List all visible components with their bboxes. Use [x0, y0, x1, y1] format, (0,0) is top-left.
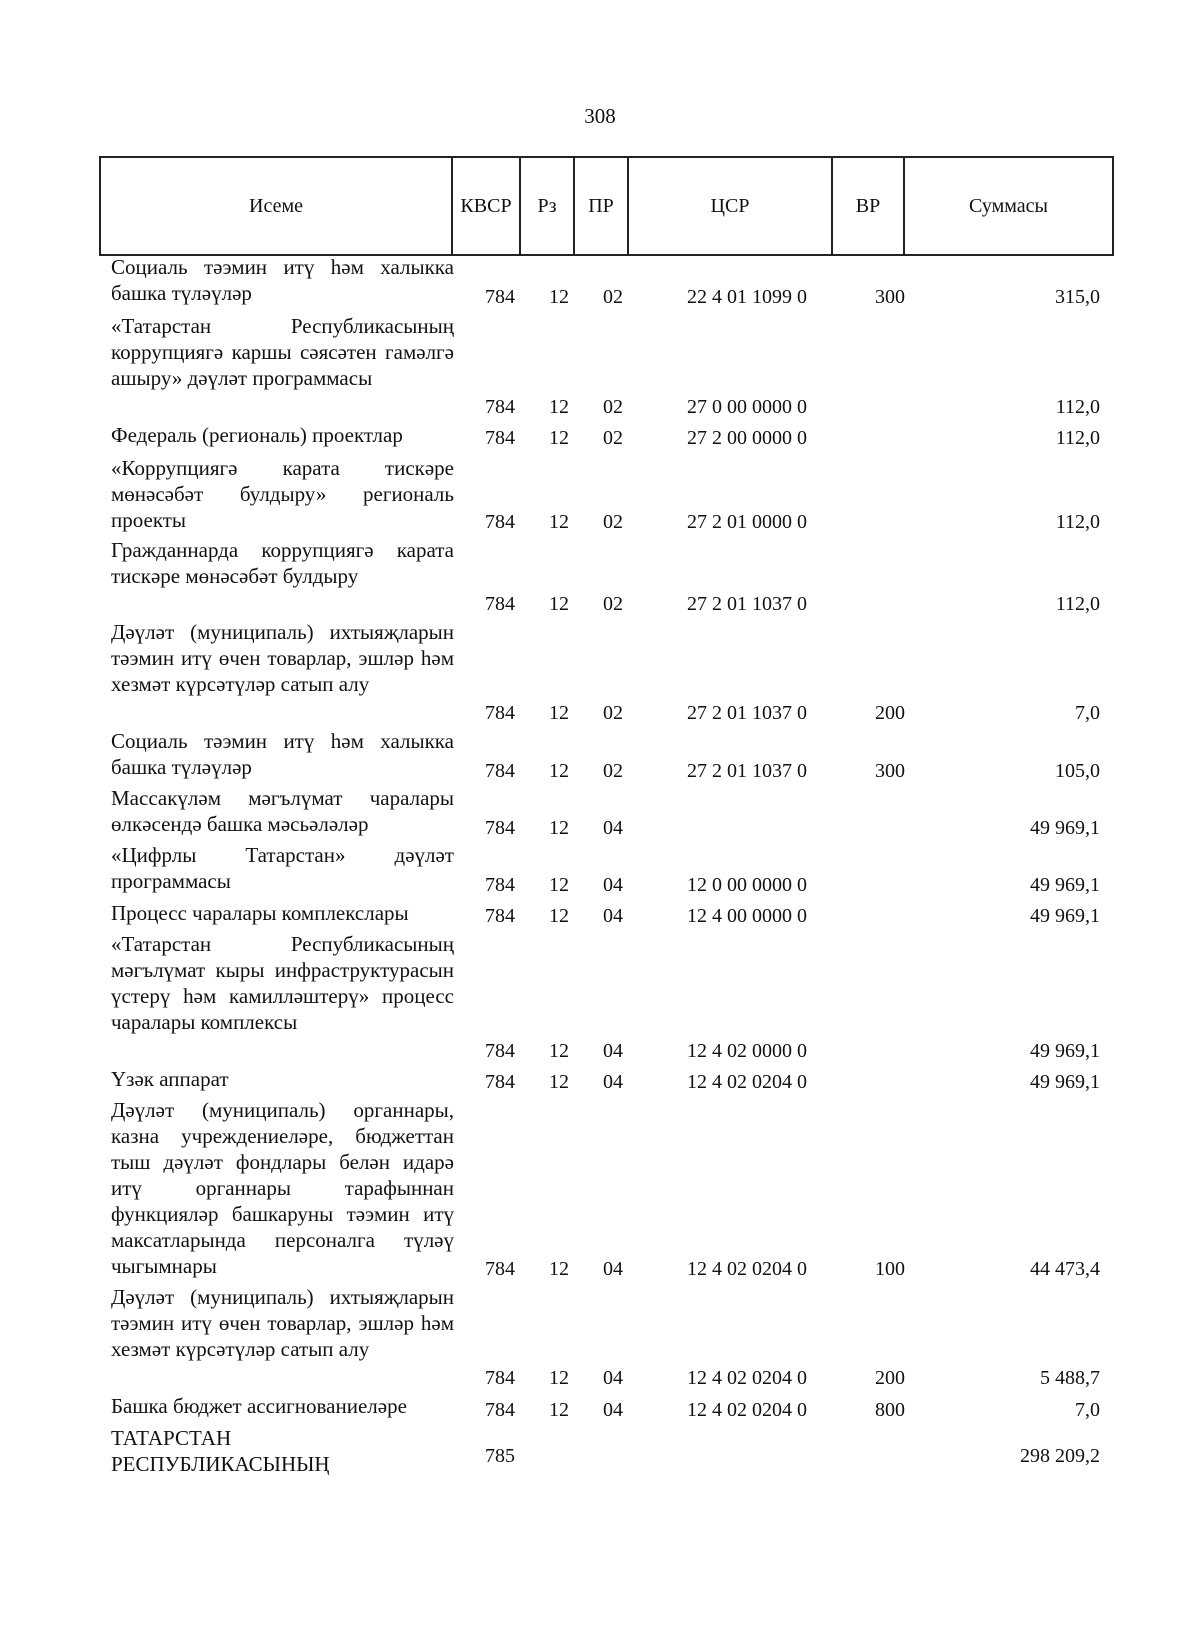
row-pr: 04 — [603, 1040, 623, 1062]
row-pr: 04 — [603, 817, 623, 839]
row-rz: 12 — [549, 427, 569, 449]
table-row — [0, 254, 1200, 310]
row-rz: 12 — [549, 1367, 569, 1389]
row-csr: 12 4 02 0000 0 — [687, 1040, 807, 1062]
row-sum: 112,0 — [1055, 511, 1100, 533]
row-name: Дәүләт (муниципаль) ихтыяҗларын тәэмин итү өчен товарлар, эшләр һәм хезмәт күрсәтүләр сатып алу — [111, 620, 454, 696]
row-rz: 12 — [549, 1258, 569, 1280]
row-kvsr: 785 — [485, 1445, 515, 1467]
row-sum: 49 969,1 — [1030, 1071, 1100, 1093]
row-pr: 02 — [603, 511, 623, 533]
page-number: 308 — [584, 104, 616, 128]
row-pr: 02 — [603, 286, 623, 308]
row-pr: 02 — [603, 760, 623, 782]
table-row — [0, 785, 1200, 841]
row-rz: 12 — [549, 511, 569, 533]
row-name: Массакүләм мәгълүмат чаралары өлкәсендә башка мәсьәләләр — [111, 786, 454, 836]
row-kvsr: 784 — [485, 1399, 515, 1421]
row-name: Федераль (региональ) проектлар — [111, 423, 403, 447]
table-row — [0, 422, 1200, 451]
row-sum: 44 473,4 — [1030, 1258, 1100, 1280]
header-name: Исеме — [100, 157, 452, 255]
table-row — [0, 455, 1200, 535]
table-row — [0, 1393, 1200, 1423]
row-kvsr: 784 — [485, 1367, 515, 1389]
row-pr: 04 — [603, 905, 623, 927]
row-pr: 04 — [603, 1399, 623, 1421]
row-kvsr: 784 — [485, 593, 515, 615]
table-row — [0, 931, 1200, 1064]
row-csr: 22 4 01 1099 0 — [687, 286, 807, 308]
row-kvsr: 784 — [485, 1258, 515, 1280]
row-kvsr: 784 — [485, 760, 515, 782]
row-sum: 112,0 — [1055, 396, 1100, 418]
row-rz: 12 — [549, 1071, 569, 1093]
row-vr: 200 — [875, 1367, 905, 1389]
row-pr: 04 — [603, 1258, 623, 1280]
table-row — [0, 313, 1200, 420]
row-rz: 12 — [549, 593, 569, 615]
row-sum: 112,0 — [1055, 593, 1100, 615]
row-sum: 49 969,1 — [1030, 905, 1100, 927]
table-row — [0, 1066, 1200, 1095]
row-pr: 04 — [603, 874, 623, 896]
row-vr: 200 — [875, 702, 905, 724]
row-name: Процесс чаралары комплекслары — [111, 901, 409, 925]
row-pr: 02 — [603, 593, 623, 615]
row-kvsr: 784 — [485, 396, 515, 418]
header-rz: Рз — [520, 157, 574, 255]
row-csr: 12 4 00 0000 0 — [687, 905, 807, 927]
row-name: Дәүләт (муниципаль) ихтыяҗларын тәэмин итү өчен товарлар, эшләр һәм хезмәт күрсәтүләр сатып алу — [111, 1285, 454, 1361]
header-sum: Суммасы — [904, 157, 1113, 255]
row-sum: 5 488,7 — [1040, 1367, 1100, 1389]
row-sum: 105,0 — [1055, 760, 1100, 782]
row-pr: 04 — [603, 1071, 623, 1093]
row-vr: 300 — [875, 760, 905, 782]
row-pr: 02 — [603, 396, 623, 418]
row-name: Үзәк аппарат — [111, 1067, 229, 1091]
row-sum: 315,0 — [1055, 286, 1100, 308]
row-name: «Цифрлы Татарстан» дәүләт программасы — [111, 843, 454, 893]
row-csr: 27 0 00 0000 0 — [687, 396, 807, 418]
row-csr: 27 2 01 1037 0 — [687, 760, 807, 782]
row-rz: 12 — [549, 874, 569, 896]
table-row — [0, 1097, 1200, 1282]
row-name: «Коррупциягә карата тискәре мөнәсәбәт булдыру» региональ проекты — [111, 456, 454, 532]
row-vr: 100 — [875, 1258, 905, 1280]
row-name: Социаль тәэмин итү һәм халыкка башка түләүләр — [111, 729, 454, 779]
row-rz: 12 — [549, 1399, 569, 1421]
row-csr: 27 2 00 0000 0 — [687, 427, 807, 449]
row-sum: 49 969,1 — [1030, 874, 1100, 896]
row-name: «Татарстан Республикасының мәгълүмат кыры инфраструктурасын үстерү һәм камилләштерү» процесс чаралары комплексы — [111, 932, 454, 1034]
row-rz: 12 — [549, 817, 569, 839]
row-kvsr: 784 — [485, 702, 515, 724]
table-row — [0, 842, 1200, 898]
table-row — [0, 619, 1200, 726]
header-pr: ПР — [574, 157, 628, 255]
row-name: Социаль тәэмин итү һәм халыкка башка түләүләр — [111, 255, 454, 305]
row-kvsr: 784 — [485, 427, 515, 449]
row-csr: 12 4 02 0204 0 — [687, 1367, 807, 1389]
header-csr: ЦСР — [628, 157, 832, 255]
row-kvsr: 784 — [485, 874, 515, 896]
table-row — [0, 537, 1200, 617]
row-kvsr: 784 — [485, 1040, 515, 1062]
row-name: Дәүләт (муниципаль) органнары, казна учреждениеләре, бюджеттан тыш дәүләт фондлары белән идарә итү органнары тарафыннан функцияләр башкаруны тәэмин итү максатларында персоналга түләү чыгымнары — [111, 1098, 454, 1278]
row-csr: 27 2 01 0000 0 — [687, 511, 807, 533]
row-csr: 27 2 01 1037 0 — [687, 702, 807, 724]
row-name: «Татарстан Республикасының коррупциягә каршы сәясәтен гамәлгә ашыру» дәүләт программасы — [111, 314, 454, 390]
row-name: Башка бюджет ассигнованиеләре — [111, 1394, 407, 1418]
row-rz: 12 — [549, 702, 569, 724]
row-kvsr: 784 — [485, 905, 515, 927]
row-vr: 800 — [875, 1399, 905, 1421]
row-sum: 298 209,2 — [1020, 1445, 1100, 1467]
row-sum: 112,0 — [1055, 427, 1100, 449]
row-rz: 12 — [549, 1040, 569, 1062]
row-rz: 12 — [549, 905, 569, 927]
table-row — [0, 1284, 1200, 1391]
header-vr: ВР — [832, 157, 904, 255]
row-sum: 7,0 — [1075, 1399, 1100, 1421]
table-row — [0, 900, 1200, 929]
row-csr: 12 4 02 0204 0 — [687, 1258, 807, 1280]
row-sum: 7,0 — [1075, 702, 1100, 724]
row-sum: 49 969,1 — [1030, 817, 1100, 839]
row-rz: 12 — [549, 396, 569, 418]
row-rz: 12 — [549, 760, 569, 782]
row-kvsr: 784 — [485, 286, 515, 308]
row-csr: 12 4 02 0204 0 — [687, 1399, 807, 1421]
row-kvsr: 784 — [485, 1071, 515, 1093]
row-csr: 12 0 00 0000 0 — [687, 874, 807, 896]
header-kvsr: КВСР — [452, 157, 520, 255]
table-row — [0, 728, 1200, 784]
row-name: ТАТАРСТАН РЕСПУБЛИКАСЫНЫҢ — [111, 1426, 330, 1476]
row-csr: 12 4 02 0204 0 — [687, 1071, 807, 1093]
row-vr: 300 — [875, 286, 905, 308]
row-pr: 02 — [603, 702, 623, 724]
row-sum: 49 969,1 — [1030, 1040, 1100, 1062]
row-kvsr: 784 — [485, 817, 515, 839]
row-pr: 02 — [603, 427, 623, 449]
table-row — [0, 1425, 1200, 1485]
row-rz: 12 — [549, 286, 569, 308]
row-kvsr: 784 — [485, 511, 515, 533]
row-csr: 27 2 01 1037 0 — [687, 593, 807, 615]
row-name: Гражданнарда коррупциягә карата тискәре мөнәсәбәт булдыру — [111, 538, 454, 588]
row-pr: 04 — [603, 1367, 623, 1389]
